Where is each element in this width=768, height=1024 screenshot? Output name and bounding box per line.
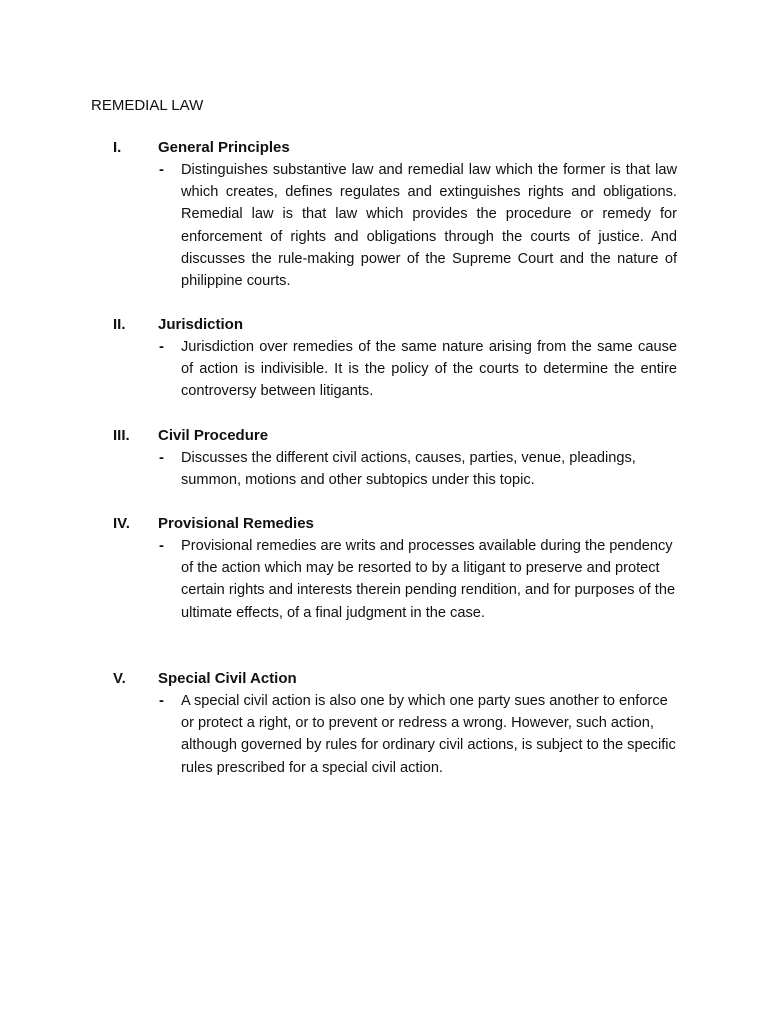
bullet-dash: - [159,449,164,466]
section-heading: General Principles [158,139,290,156]
section-numeral: I. [113,139,122,156]
section-heading: Civil Procedure [158,427,269,444]
section-numeral: II. [113,316,126,333]
section-heading: Provisional Remedies [158,515,314,532]
section-body-text: Jurisdiction over remedies of the same nature arising from the same cause of action is indivisible. It is the policy of the courts to determine the entire controversy between litigants. [181,339,677,400]
section-body-text: Discusses the different civil actions, causes, parties, venue, pleadings, summon, motions and other subtopics under this topic. [181,450,636,489]
section-heading: Special Civil Action [158,670,297,687]
section-body-text: Provisional remedies are writs and processes available during the pendency of the action which may be resorted to by a litigant to preserve and protect certain rights and interests therein pending rendition, and for purposes of the ultimate effects, of a final judgment in the case. [181,538,676,621]
section-body-text: Distinguishes substantive law and remedial law which the former is that law which creates, defines regulates and extinguishes rights and obligations. Remedial law is that law which provides the procedure or remedy for enforcement of rights and obligations through the courts of justice. And discusses the rule-making power of the Supreme Court and the nature of philippine courts. [181,162,677,290]
section-body-text: A special civil action is also one by which one party sues another to enforce or protect a right, or to prevent or redress a wrong. However, such action, although governed by rules for ordinary civil actions, is subject to the specific rules prescribed for a special civil action. [181,693,676,776]
bullet-dash: - [159,537,164,554]
bullet-dash: - [159,338,164,355]
section-numeral: IV. [113,515,130,532]
section-heading: Jurisdiction [158,316,244,333]
bullet-dash: - [159,161,164,178]
document-title: REMEDIAL LAW [91,97,204,114]
bullet-dash: - [159,692,164,709]
section-numeral: III. [113,427,130,444]
section-numeral: V. [113,670,126,687]
